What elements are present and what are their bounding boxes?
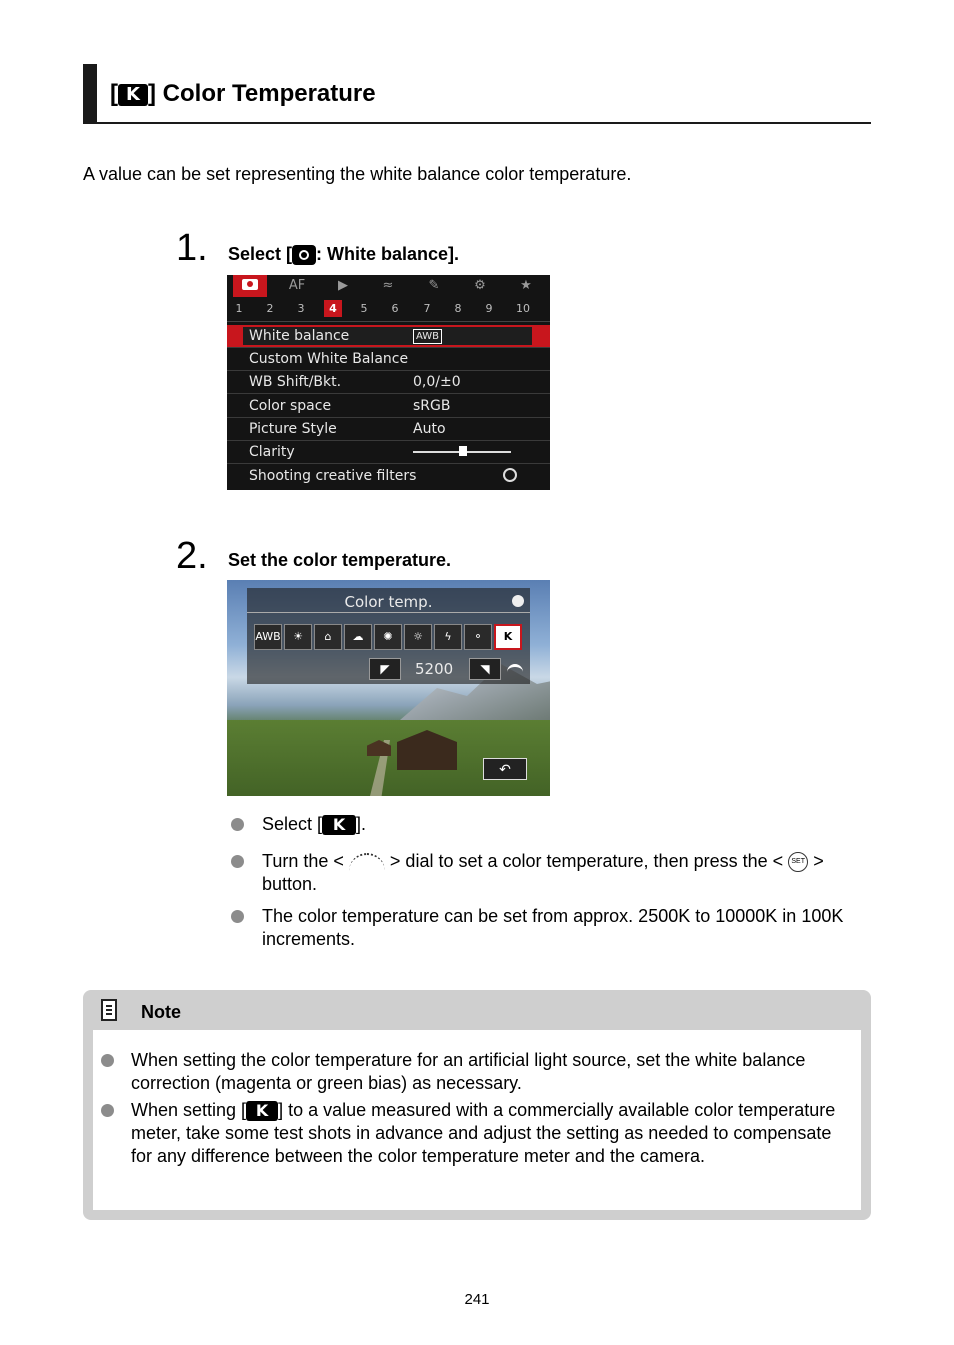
step-1-text-after: : White balance]. — [316, 244, 460, 264]
wireless-tab-icon[interactable]: ≈ — [382, 278, 394, 293]
camera-icon — [292, 245, 316, 265]
my-menu-tab-star-icon[interactable]: ★ — [520, 278, 532, 293]
kelvin-icon: K — [322, 815, 356, 835]
bullet-text: > dial to set a color temperature, then press the < — [389, 851, 784, 871]
menu-page[interactable]: 7 — [423, 302, 431, 315]
menu-row-value: sRGB — [413, 398, 451, 414]
note-text: When setting [ — [131, 1100, 247, 1120]
step-2-text: Set the color temperature. — [228, 550, 452, 570]
wb-flash-icon[interactable]: ϟ — [434, 624, 462, 650]
heading-rule — [83, 122, 871, 124]
bullet-turn-dial — [262, 850, 872, 896]
shooting-tab-camera-icon[interactable] — [233, 275, 267, 297]
camera-menu-screenshot — [227, 275, 550, 490]
note-memo-icon — [101, 999, 117, 1021]
note-text: ] to a value measured with a commercially available color temperature meter, take some test shots in advance and adjust the setting as needed to compensate for any difference between the color temperature meter and the camera. — [131, 1100, 836, 1166]
bullet-dot — [231, 818, 244, 831]
wb-fluorescent-icon[interactable]: ☼ — [404, 624, 432, 650]
bullet-dot — [101, 1054, 114, 1067]
wb-awb-icon[interactable]: AWB — [254, 624, 282, 650]
menu-page[interactable]: 5 — [360, 302, 368, 315]
bullet-dot — [231, 910, 244, 923]
wb-tungsten-icon[interactable]: ✺ — [374, 624, 402, 650]
bullet-dot — [101, 1104, 114, 1117]
menu-row-label: WB Shift/Bkt. — [249, 374, 342, 390]
page-title — [110, 78, 376, 110]
bullet-text: ]. — [356, 814, 367, 834]
menu-row-picture-style[interactable] — [227, 418, 550, 441]
menu-row-value: 0,0/±0 — [413, 374, 461, 390]
menu-page[interactable]: 6 — [391, 302, 399, 315]
menu-page[interactable]: 10 — [516, 302, 530, 315]
dial-arc-icon — [507, 664, 523, 677]
setup-tab-wrench-icon[interactable]: ✎ — [428, 278, 440, 293]
menu-row-label: White balance — [249, 328, 350, 344]
heading-bar — [83, 64, 97, 122]
menu-row-label: Clarity — [249, 444, 295, 460]
wb-daylight-icon[interactable]: ☀ — [284, 624, 312, 650]
wb-cloudy-icon[interactable]: ☁ — [344, 624, 372, 650]
menu-row-label: Custom White Balance — [249, 351, 409, 367]
menu-row-value: Auto — [413, 421, 446, 437]
bullet-range: The color temperature can be set from approx. 2500K to 10000K in 100K increments. — [262, 906, 844, 949]
note-item-artificial-light: When setting the color temperature for an artificial light source, set the white balance correction (magenta or green bias) as necessary. — [131, 1050, 806, 1093]
playback-tab-icon[interactable]: ▶ — [338, 278, 348, 293]
menu-page-numbers — [227, 297, 550, 322]
menu-row-shooting-creative-filters[interactable] — [227, 465, 550, 487]
note-title: Note — [141, 1002, 181, 1022]
bullet-text: > button. — [262, 851, 824, 895]
menu-row-label: Shooting creative filters — [249, 468, 417, 484]
page-number: 241 — [464, 1291, 490, 1308]
intro-text: A value can be set representing the white balance color temperature. — [83, 164, 632, 184]
menu-row-white-balance[interactable] — [227, 325, 550, 348]
creative-filter-off-icon — [503, 468, 517, 482]
menu-page[interactable]: 2 — [266, 302, 274, 315]
step-1-text — [228, 242, 459, 266]
kelvin-icon: K — [118, 84, 148, 106]
menu-page[interactable]: 3 — [297, 302, 305, 315]
color-temp-title: Color temp. — [247, 592, 530, 613]
clarity-indicator — [459, 446, 467, 456]
kelvin-icon: K — [246, 1101, 278, 1121]
color-temp-screenshot — [227, 580, 550, 796]
bracket-open: [ — [110, 80, 118, 107]
menu-row-custom-white-balance[interactable] — [227, 348, 550, 371]
increase-arrow-icon[interactable]: ◥ — [469, 658, 501, 680]
bullet-select-kelvin — [262, 813, 366, 836]
menu-page[interactable]: 9 — [485, 302, 493, 315]
menu-row-color-space[interactable] — [227, 395, 550, 418]
wb-shade-icon[interactable]: ⌂ — [314, 624, 342, 650]
back-button-icon[interactable]: ↶ — [483, 758, 527, 780]
custom-functions-tab-icon[interactable]: ⚙ — [474, 278, 486, 293]
menu-row-wb-shift[interactable] — [227, 371, 550, 394]
menu-page[interactable]: 1 — [235, 302, 243, 315]
main-dial-icon — [349, 853, 385, 875]
bullet-text: Turn the < — [262, 851, 344, 871]
menu-tab-bar — [227, 275, 550, 297]
bullet-dot — [231, 855, 244, 868]
bracket-close: ] — [148, 80, 156, 107]
menu-row-label: Picture Style — [249, 421, 337, 437]
menu-row-label: Color space — [249, 398, 332, 414]
menu-page-active[interactable]: 4 — [324, 300, 342, 317]
decrease-arrow-icon[interactable]: ◤ — [369, 658, 401, 680]
menu-page[interactable]: 8 — [454, 302, 462, 315]
bullet-text: Select [ — [262, 814, 323, 834]
step-1-number: 1. — [176, 227, 208, 269]
wb-kelvin-icon-selected[interactable]: K — [494, 624, 522, 650]
af-tab[interactable]: AF — [288, 278, 306, 293]
set-button-icon: SET — [788, 852, 808, 872]
step-1-text-before: Select [ — [228, 244, 293, 264]
dial-indicator-icon — [512, 595, 524, 607]
awb-icon: AWB — [413, 329, 442, 344]
wb-custom-icon[interactable]: ⚬ — [464, 624, 492, 650]
title-text: Color Temperature — [162, 80, 376, 107]
note-item-color-meter — [131, 1099, 846, 1168]
kelvin-value: 5200 — [415, 660, 454, 678]
step-2-number: 2. — [176, 535, 208, 577]
menu-row-clarity[interactable] — [227, 441, 550, 464]
